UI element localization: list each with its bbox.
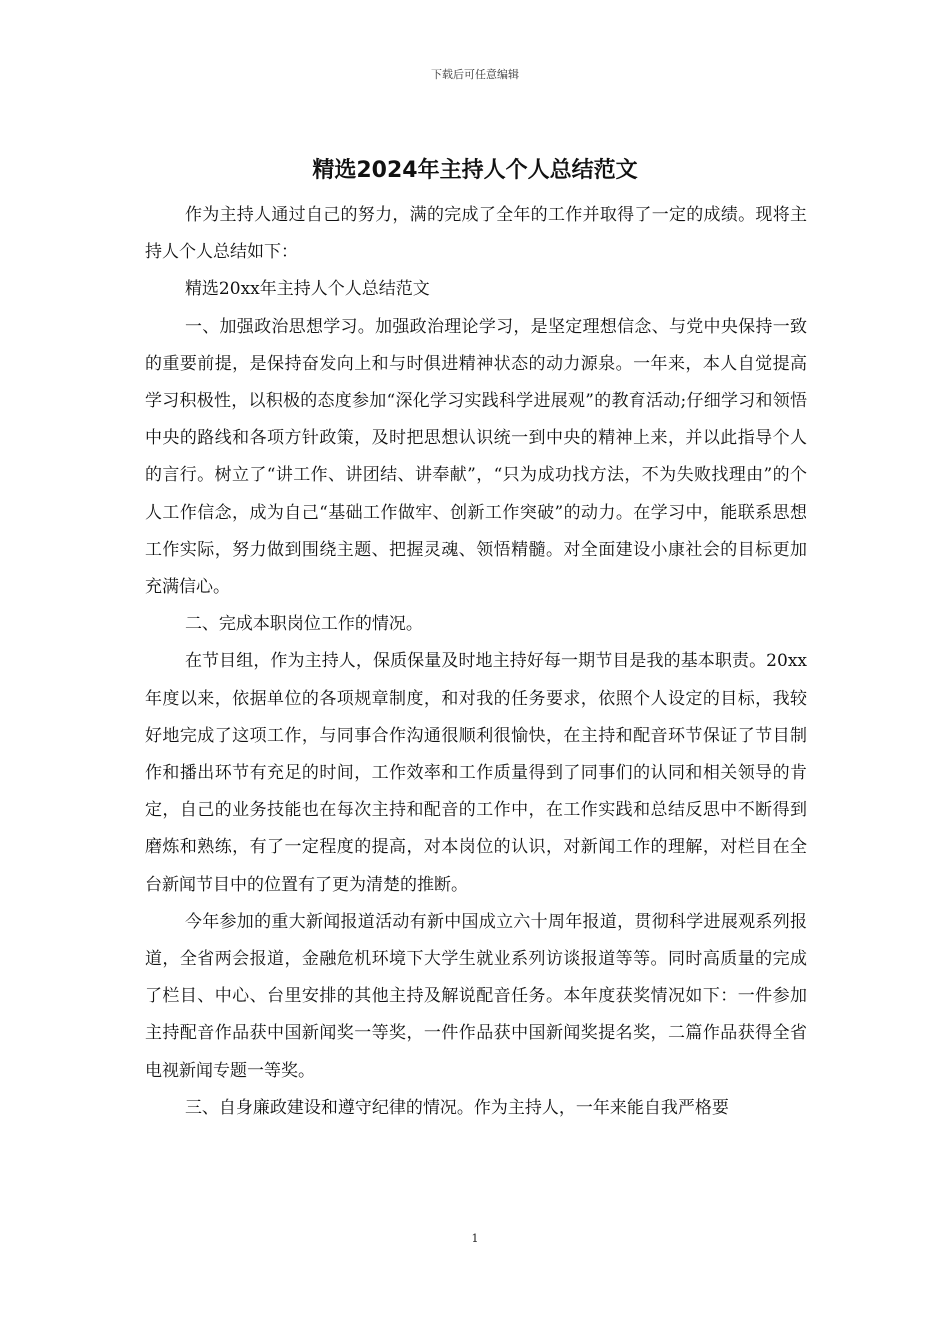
page-number: 1 — [471, 1232, 479, 1245]
paragraph-section-1: 一、加强政治思想学习。加强政治理论学习，是坚定理想信念、与党中央保持一致的重要前提，是保持奋发向上和与时俱进精神状态的动力源泉。一年来，本人自觉提高学习积极性，以积极的态度参加“深化学习实践科学进展观”的教育活动;仔细学习和领悟中央的路线和各项方针政策，及时把思想认识统一到中央的精神上来，并以此指导个人的言行。树立了“讲工作、讲团结、讲奉献”，“只为成功找方法，不为失败找理由”的个人工作信念，成为自己“基础工作做牢、创新工作突破”的动力。在学习中，能联系思想工作实际，努力做到围绕主题、把握灵魂、领悟精髓。对全面建设小康社会的目标更加充满信心。 — [145, 316, 807, 598]
header-note: 下载后可任意编辑 — [431, 68, 519, 81]
paragraph-intro: 作为主持人通过自己的努力，满的完成了全年的工作并取得了一定的成绩。现将主持人个人总结如下： — [145, 205, 807, 263]
paragraph-section-2-body: 在节目组，作为主持人，保质保量及时地主持好每一期节目是我的基本职责。20xx年度以来，依据单位的各项规章制度，和对我的任务要求，依照个人设定的目标，我较好地完成了这项工作，与同事合作沟通很顺利很愉快，在主持和配音环节保证了节目制作和播出环节有充足的时间，工作效率和工作质量得到了同事们的认同和相关领导的肯定，自己的业务技能也在每次主持和配音的工作中，在工作实践和总结反思中不断得到磨炼和熟练，有了一定程度的提高，对本岗位的认识，对新闻工作的理解，对栏目在全台新闻节目中的位置有了更为清楚的推断。 — [145, 651, 807, 895]
paragraph-subtitle: 精选20xx年主持人个人总结范文 — [184, 279, 430, 300]
paragraph-section-2-heading: 二、完成本职岗位工作的情况。 — [184, 614, 423, 635]
paragraph-section-3: 三、自身廉政建设和遵守纪律的情况。作为主持人，一年来能自我严格要 — [184, 1097, 729, 1118]
document-body — [145, 197, 807, 1127]
document-title: 精选2024年主持人个人总结范文 — [312, 158, 638, 183]
paragraph-section-2-events: 今年参加的重大新闻报道活动有新中国成立六十周年报道，贯彻科学进展观系列报道，全省两会报道，金融危机环境下大学生就业系列访谈报道等等。同时高质量的完成了栏目、中心、台里安排的其他主持及解说配音任务。本年度获奖情况如下：一件参加主持配音作品获中国新闻奖一等奖，一件作品获中国新闻奖提名奖，二篇作品获得全省电视新闻专题一等奖。 — [145, 911, 807, 1081]
